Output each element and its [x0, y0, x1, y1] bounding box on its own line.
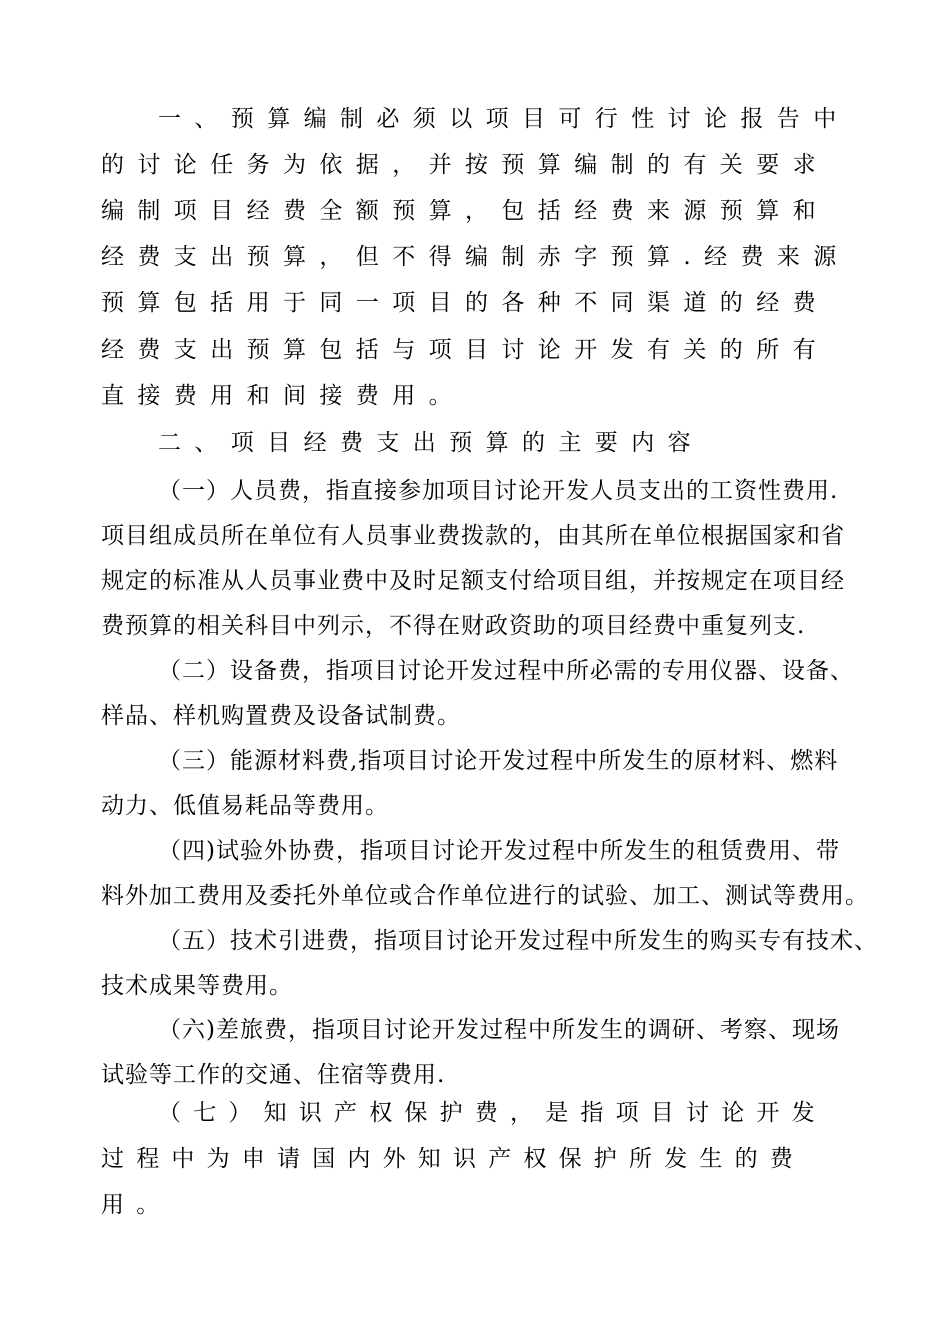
section-1-line-3: 编制项目经费全额预算，包括经费来源预算和 [101, 198, 829, 224]
item-7-line-2: 过程中为申请国内外知识产权保护所发生的费 [101, 1146, 805, 1172]
item-3-line-2: 动力、低值易耗品等费用。 [101, 793, 389, 819]
item-1-line-2: 项目组成员所在单位有人员事业费拨款的，由其所在单位根据国家和省 [101, 523, 845, 549]
item-3-line-1: （三）能源材料费,指项目讨论开发过程中所发生的原材料、燃料 [158, 748, 839, 774]
item-6-line-1: （六)差旅费，指项目讨论开发过程中所发生的调研、考察、现场 [158, 1017, 840, 1043]
section-1-line-5: 预算包括用于同一项目的各种不同渠道的经费 [101, 290, 829, 316]
item-1-line-4: 费预算的相关科目中列示，不得在财政资助的项目经费中重复列支. [101, 613, 806, 639]
item-1-line-1: （一）人员费，指直接参加项目讨论开发人员支出的工资性费用. [158, 478, 839, 504]
section-1-line-4: 经费支出预算，但不得编制赤字预算.经费来源 [101, 244, 850, 270]
item-7-line-1: （七）知识产权保护费，是指项目讨论开发 [158, 1100, 827, 1126]
item-4-line-1: （四)试验外协费，指项目讨论开发过程中所发生的租赁费用、带 [158, 838, 840, 864]
item-4-line-2: 料外加工费用及委托外单位或合作单位进行的试验、加工、测试等费用。 [101, 883, 869, 909]
section-1-line-6: 经费支出预算包括与项目讨论开发有关的所有 [101, 337, 829, 363]
item-5-line-2: 技术成果等费用。 [101, 973, 293, 999]
section-2-heading: 二、项目经费支出预算的主要内容 [158, 430, 704, 456]
item-6-line-2: 试验等工作的交通、住宿等费用. [101, 1062, 446, 1088]
item-1-line-3: 规定的标准从人员事业费中及时足额支付给项目组，并按规定在项目经 [101, 568, 845, 594]
item-2-line-2: 样品、样机购置费及设备试制费。 [101, 703, 461, 729]
item-7-line-3: 用。 [101, 1192, 172, 1218]
item-5-line-1: （五）技术引进费，指项目讨论开发过程中所发生的购买专有技术、 [158, 928, 878, 954]
item-2-line-1: （二）设备费，指项目讨论开发过程中所必需的专用仪器、设备、 [158, 658, 854, 684]
section-1-line-7: 直接费用和间接费用。 [101, 383, 465, 409]
section-1-line-2: 的讨论任务为依据，并按预算编制的有关要求 [101, 152, 829, 178]
section-1-line-1: 一、预算编制必须以项目可行性讨论报告中 [158, 106, 850, 132]
